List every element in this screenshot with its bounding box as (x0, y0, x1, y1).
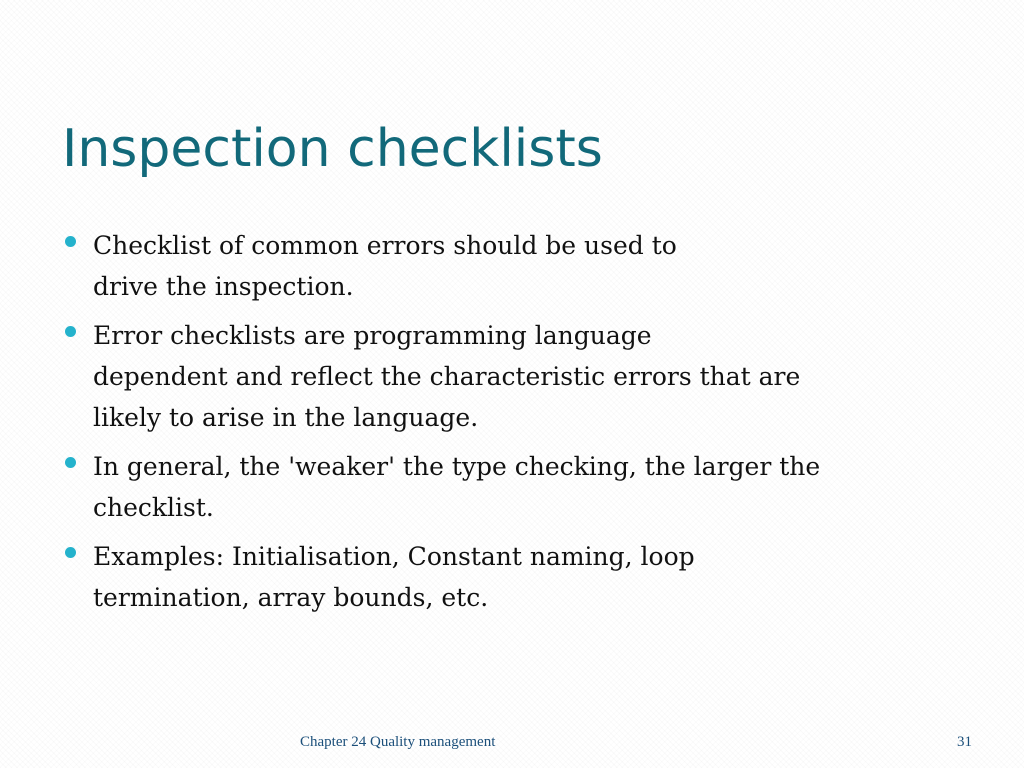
bullet-dot-icon (65, 236, 76, 247)
bullet-text-line: Examples: Initialisation, Constant naming, loop (93, 542, 695, 571)
bullet-item (64, 225, 934, 307)
bullet-text-line: checklist. (93, 493, 214, 522)
footer-chapter: Chapter 24 Quality management (300, 734, 496, 750)
bullet-text-line: In general, the 'weaker' the type checking, the larger the (93, 452, 821, 481)
bullet-text-line: termination, array bounds, etc. (93, 583, 489, 612)
bullet-text-line: Checklist of common errors should be used to (93, 231, 677, 260)
bullet-text-line: likely to arise in the language. (93, 403, 479, 432)
bullet-list (64, 225, 934, 626)
bullet-dot-icon (65, 457, 76, 468)
bullet-item (64, 536, 934, 618)
bullet-dot-icon (65, 547, 76, 558)
bullet-item (64, 446, 934, 528)
page-number: 31 (957, 734, 972, 750)
bullet-item (64, 315, 934, 438)
bullet-text-line: drive the inspection. (93, 272, 354, 301)
bullet-dot-icon (65, 326, 76, 337)
slide-title: Inspection checklists (62, 119, 603, 179)
bullet-text-line: Error checklists are programming language (93, 321, 652, 350)
bullet-text-line: dependent and reflect the characteristic errors that are (93, 362, 801, 391)
